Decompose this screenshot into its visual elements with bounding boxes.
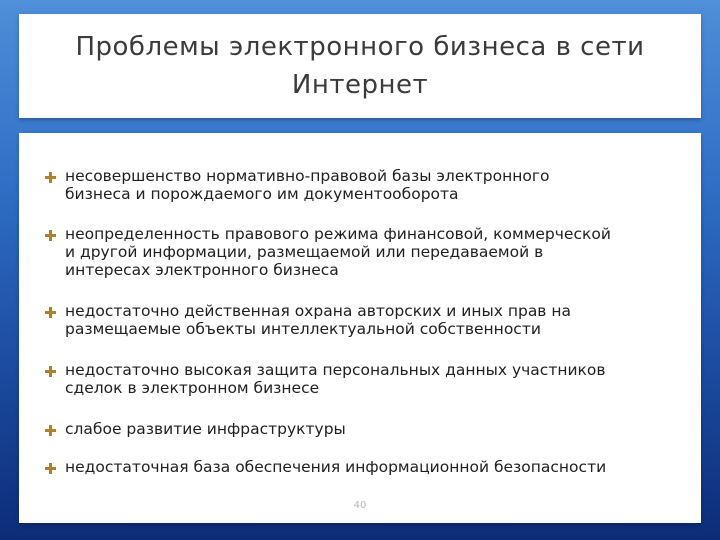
slide-title [75, 28, 644, 104]
plus-icon [45, 307, 56, 318]
bullet-line: слабое развитие инфраструктуры [65, 420, 346, 438]
bullet-item [65, 167, 665, 203]
slide-title-line1: Проблемы электронного бизнеса в сети [75, 32, 645, 62]
bullet-item [65, 361, 665, 397]
slide-title-line2: Интернет [291, 70, 429, 100]
bullet-item [65, 420, 665, 438]
bullet-line: неопределенность правового режима финансовой, коммерческой [65, 225, 611, 243]
bullet-line: бизнеса и порождаемого им документооборота [65, 185, 459, 203]
content-box [19, 133, 701, 523]
plus-icon [45, 463, 56, 474]
bullet-line: недостаточно действенная охрана авторских и иных прав на [65, 302, 572, 320]
plus-icon [45, 172, 56, 183]
bullet-line: интересах электронного бизнеса [65, 261, 339, 279]
bullet-item [65, 225, 665, 279]
plus-icon [45, 366, 56, 377]
plus-icon [45, 425, 56, 436]
bullet-line: несовершенство нормативно-правовой базы электронного [65, 167, 550, 185]
bullet-line: сделок в электронном бизнесе [65, 379, 320, 397]
plus-icon [45, 230, 56, 241]
bullet-line: и другой информации, размещаемой или передаваемой в [65, 243, 544, 261]
bullet-line: размещаемые объекты интеллектуальной собственности [65, 320, 541, 338]
bullet-line: недостаточно высокая защита персональных данных участников [65, 361, 606, 379]
bullet-line: недостаточная база обеспечения информационной безопасности [65, 458, 607, 476]
bullet-item [65, 458, 665, 476]
bullet-item [65, 302, 665, 338]
page-number: 40 [353, 500, 367, 511]
title-box [19, 14, 701, 118]
